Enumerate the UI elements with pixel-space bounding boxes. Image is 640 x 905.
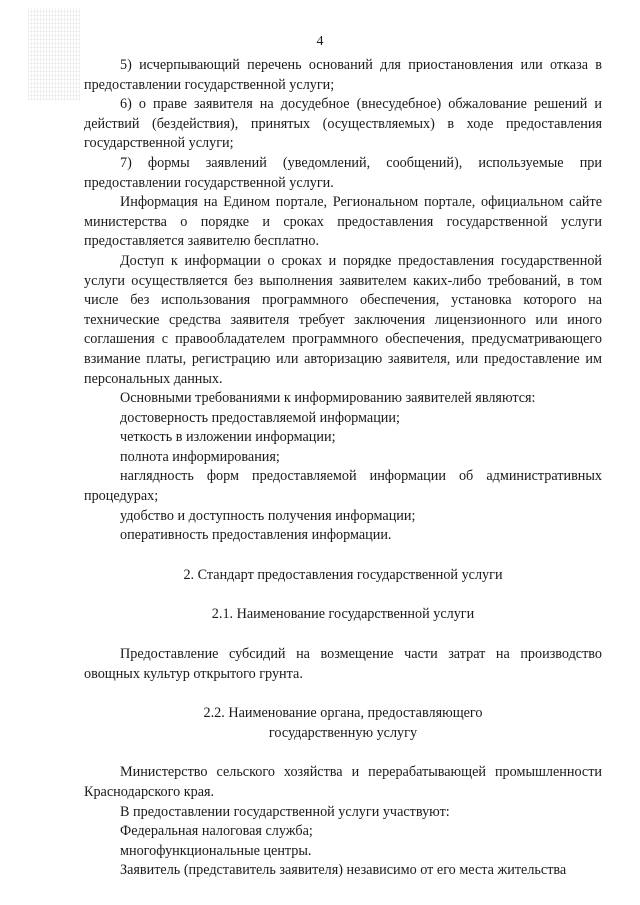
paragraph-requirements-intro: Основными требованиями к информированию заявителей являются:	[120, 390, 536, 407]
subsection-2-2-title-line1: 2.2. Наименование органа, предоставляющего	[203, 705, 483, 722]
requirement-item: наглядность форм предоставляемой информации об административных процедурах;	[84, 468, 602, 505]
requirement-item: оперативность предоставления информации.	[120, 527, 392, 544]
paragraph-item-7: 7) формы заявлений (уведомлений, сообщений), используемые при предоставлении государственной услуги.	[84, 154, 602, 191]
paragraph-access-info: Доступ к информации о сроках и порядке предоставления государственной услуги осуществляется без выполнения заявителем каких-либо требований, в том числе без использования программного обеспечения, установка которого на технические средства заявителя требует заключения лицензионного или иного соглашения с правообладателем программного обеспечения, предусматривающего взимание платы, регистрацию или авторизацию заявителя, или предоставление им персональных данных.	[84, 252, 602, 387]
requirement-item: удобство и доступность получения информации;	[120, 507, 416, 524]
page-number: 4	[316, 34, 324, 49]
paragraph-applicant: Заявитель (представитель заявителя) независимо от его места жительства	[120, 862, 567, 879]
paragraph-participants-intro: В предоставлении государственной услуги участвуют:	[120, 803, 450, 820]
participant-item: многофункциональные центры.	[120, 842, 312, 859]
paragraph-item-5: 5) исчерпывающий перечень оснований для приостановления или отказа в предоставлении государственной услуги;	[84, 57, 602, 93]
paragraph-portal-info: Информация на Едином портале, Региональном портале, официальном сайте министерства о порядке и сроках предоставления государственной услуги предоставляется заявителю бесплатно.	[84, 194, 602, 250]
subsection-2-1-title: 2.1. Наименование государственной услуги	[211, 606, 475, 623]
paragraph-item-6: 6) о праве заявителя на досудебное (внесудебное) обжалование решений и действий (бездействия), принятых (осуществляемых) в ходе предоставления государственной услуги;	[84, 96, 602, 152]
requirement-item: достоверность предоставляемой информации;	[120, 409, 400, 426]
paragraph-2-1: Предоставление субсидий на возмещение части затрат на производство овощных культур открытого грунта.	[84, 646, 602, 682]
requirement-item: полнота информирования;	[120, 448, 280, 465]
participant-item: Федеральная налоговая служба;	[120, 823, 313, 840]
scan-artifact	[28, 8, 80, 100]
document-body	[84, 56, 602, 881]
section-2-title: 2. Стандарт предоставления государственной услуги	[183, 566, 503, 583]
paragraph-ministry: Министерство сельского хозяйства и перерабатывающей промышленности Краснодарского края.	[84, 764, 602, 800]
requirement-item: четкость в изложении информации;	[120, 429, 336, 446]
subsection-2-2-title-line2: государственную услугу	[268, 724, 418, 741]
